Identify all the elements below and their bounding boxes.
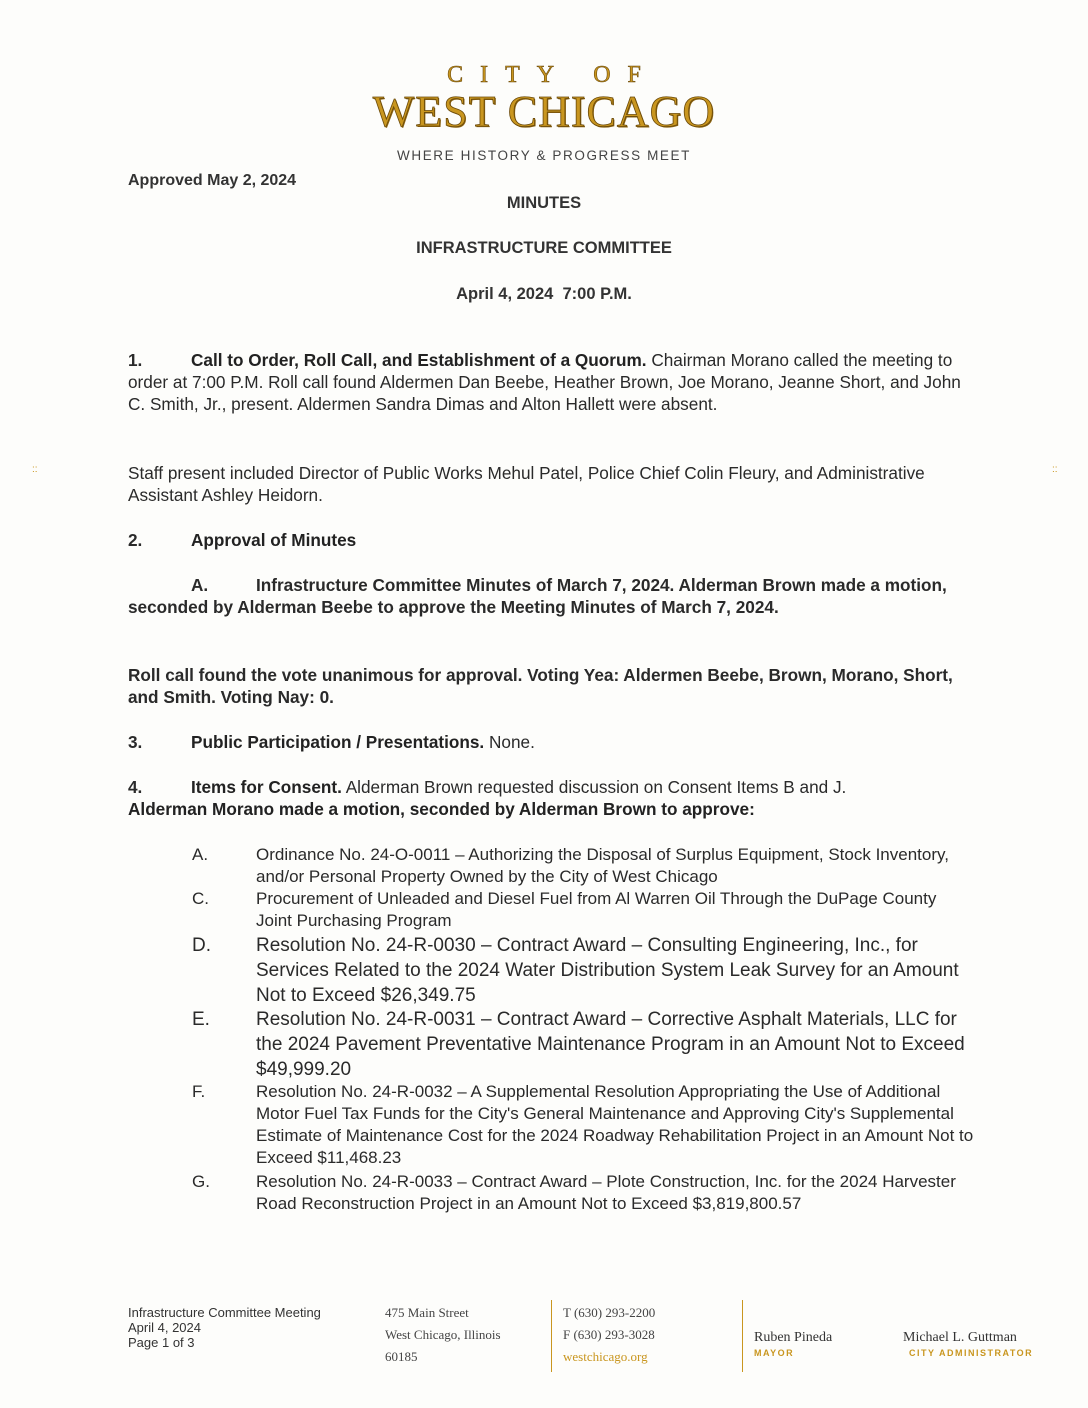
- section-1-title: Call to Order, Roll Call, and Establishment of a Quorum.: [191, 350, 647, 370]
- section-4-number: 4.: [128, 777, 143, 797]
- consent-item-letter: F.: [192, 1082, 206, 1101]
- footer-meeting-date: April 4, 2024: [128, 1320, 201, 1335]
- section-1-staff: Staff present included Director of Public Works Mehul Patel, Police Chief Colin Fleury, and Administrative Assistant Ashley Heidorn.: [128, 463, 925, 505]
- consent-item: [192, 888, 972, 932]
- consent-item-letter: E.: [192, 1009, 210, 1030]
- footer-fax: F (630) 293-3028: [563, 1327, 655, 1342]
- footer-address-zip: 60185: [385, 1349, 418, 1364]
- consent-item: [192, 844, 972, 888]
- consent-item-letter: G.: [192, 1172, 210, 1191]
- consent-item-text: Resolution No. 24-R-0030 – Contract Award – Consulting Engineering, Inc., for Services Related to the 2024 Water Distribution System Leak Survey for an Amount Not to Exceed $26,349.75: [256, 935, 959, 1006]
- footer-mayor: [754, 1330, 832, 1358]
- section-4-text: Alderman Brown requested discussion on Consent Items B and J.: [341, 777, 847, 797]
- consent-item-text: Resolution No. 24-R-0033 – Contract Award – Plote Construction, Inc. for the 2024 Harvester Road Reconstruction Project in an Amount Not to Exceed $3,819,800.57: [256, 1172, 956, 1213]
- heading-committee: INFRASTRUCTURE COMMITTEE: [416, 239, 672, 257]
- consent-item: [192, 933, 972, 1008]
- footer-mayor-name: Ruben Pineda: [754, 1330, 833, 1345]
- consent-item-text: Resolution No. 24-R-0031 – Contract Award – Corrective Asphalt Materials, LLC for the 2024 Pavement Preventative Maintenance Program in an Amount Not to Exceed $49,999.20: [256, 1009, 965, 1080]
- section-3-text: None.: [484, 732, 535, 752]
- margin-mark-right: ::: [1052, 464, 1058, 475]
- section-3-number: 3.: [128, 732, 143, 752]
- letterhead-city-name: WEST CHICAGO: [372, 87, 716, 136]
- consent-item-text: Procurement of Unleaded and Diesel Fuel from Al Warren Oil Through the DuPage County Joint Purchasing Program: [256, 889, 937, 930]
- footer-phone: T (630) 293-2200: [563, 1305, 656, 1320]
- footer-divider: [742, 1300, 743, 1372]
- letterhead-tagline: WHERE HISTORY & PROGRESS MEET: [397, 148, 691, 163]
- consent-item-letter: A.: [192, 845, 209, 864]
- footer-mayor-role: MAYOR: [754, 1348, 795, 1358]
- footer-meeting-info: [128, 1305, 321, 1350]
- consent-item-text: Resolution No. 24-R-0032 – A Supplemental Resolution Appropriating the Use of Additional Motor Fuel Tax Funds for the City's General Maintenance and Approving City's Supplemental Estimate of Maintenance Cost for the 2024 Roadway Rehabilitation Project in an Amount Not to Exceed $11,468.23: [256, 1082, 974, 1167]
- section-2-sub-text: Infrastructure Committee Minutes of March 7, 2024. Alderman Brown made a motion, seconded by Alderman Beebe to approve the Meeting Minutes of March 7, 2024.: [128, 575, 947, 617]
- section-4-title: Items for Consent.: [191, 777, 342, 797]
- consent-item-text: Ordinance No. 24-O-0011 – Authorizing the Disposal of Surplus Equipment, Stock Inventory, and/or Personal Property Owned by the City of West Chicago: [256, 845, 949, 886]
- section-1: [128, 349, 968, 415]
- consent-item: [192, 1081, 982, 1169]
- consent-item: [192, 1171, 972, 1215]
- footer-administrator: [903, 1330, 1033, 1358]
- section-2-title: Approval of Minutes: [191, 530, 357, 550]
- section-2-number: 2.: [128, 530, 143, 550]
- section-3-title: Public Participation / Presentations.: [191, 732, 485, 752]
- heading-date: April 4, 2024 7:00 P.M.: [456, 285, 632, 303]
- section-3: [128, 731, 968, 753]
- consent-item-letter: D.: [192, 935, 211, 956]
- footer-page-number: Page 1 of 3: [128, 1335, 195, 1350]
- consent-item: [192, 1007, 972, 1082]
- footer-address: [385, 1302, 501, 1368]
- section-2-sub-letter: A.: [191, 575, 209, 595]
- section-2-sub-a: [128, 574, 968, 618]
- footer-contact: [563, 1302, 655, 1368]
- section-4-motion: Alderman Morano made a motion, seconded by Alderman Brown to approve:: [128, 799, 755, 819]
- approved-date: Approved May 2, 2024: [128, 172, 297, 189]
- footer-website-link[interactable]: westchicago.org: [563, 1349, 648, 1364]
- footer-meeting-name: Infrastructure Committee Meeting: [128, 1305, 321, 1320]
- footer-administrator-name: Michael L. Guttman: [903, 1330, 1017, 1345]
- letterhead-city-of: CITY OF: [447, 62, 658, 88]
- footer-administrator-role: CITY ADMINISTRATOR: [909, 1348, 1034, 1358]
- heading-minutes: MINUTES: [506, 194, 582, 212]
- section-2-heading: [128, 529, 968, 551]
- margin-mark-left: ::: [32, 464, 38, 475]
- footer-address-city: West Chicago, Illinois: [385, 1327, 501, 1342]
- section-1-text: Chairman Morano called the meeting to order at 7:00 P.M. Roll call found Aldermen Dan Beebe, Heather Brown, Joe Morano, Jeanne Short, and John C. Smith, Jr., present. Aldermen Sandra Dimas and Alton Hallett were absent.: [128, 350, 961, 414]
- section-1-number: 1.: [128, 350, 143, 370]
- footer-divider: [551, 1300, 552, 1372]
- section-2-vote: Roll call found the vote unanimous for approval. Voting Yea: Aldermen Beebe, Brown, Morano, Short, and Smith. Voting Nay: 0.: [128, 665, 953, 707]
- consent-item-letter: C.: [192, 889, 209, 908]
- footer-address-street: 475 Main Street: [385, 1305, 469, 1320]
- section-4: [128, 776, 968, 820]
